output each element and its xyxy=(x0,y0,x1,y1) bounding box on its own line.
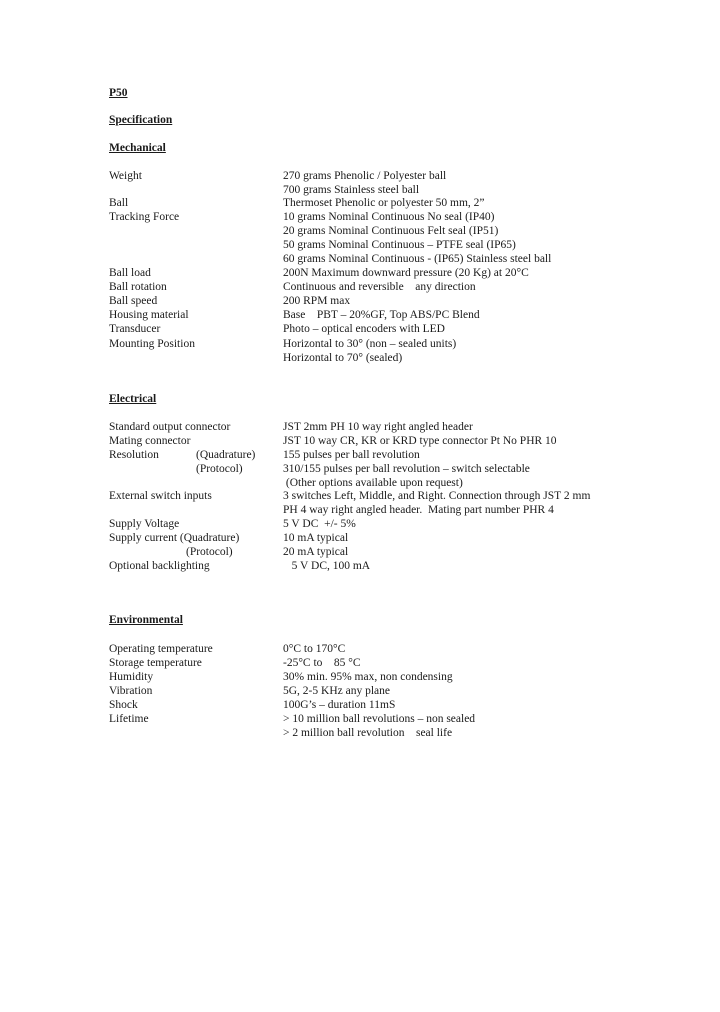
transducer-label: Transducer xyxy=(109,323,161,335)
storage-value: -25°C to 85 °C xyxy=(283,657,361,669)
spec-row-backlight xyxy=(0,559,720,573)
spec-row-resolution xyxy=(0,448,720,462)
tracking-label: Tracking Force xyxy=(109,211,180,223)
spec-row-supply-voltage xyxy=(0,517,720,531)
weight-value-1: 270 grams Phenolic / Polyester ball xyxy=(283,170,447,182)
ball-rotation-value: Continuous and reversible any direction xyxy=(283,281,476,293)
ball-load-label: Ball load xyxy=(109,267,151,279)
supply-current-label: Supply current (Quadrature) xyxy=(109,532,240,544)
tracking-value-2: 20 grams Nominal Continuous Felt seal (IP51) xyxy=(283,225,499,237)
mating-label: Mating connector xyxy=(109,435,191,447)
ball-rotation-label: Ball rotation xyxy=(109,281,167,293)
ball-value: Thermoset Phenolic or polyester 50 mm, 2” xyxy=(283,197,485,209)
operating-label: Operating temperature xyxy=(109,643,213,655)
lifetime-value-2: > 2 million ball revolution seal life xyxy=(283,727,453,739)
spec-row-ball-speed xyxy=(0,294,720,308)
specification-heading: Specification xyxy=(109,114,173,126)
spec-row-operating xyxy=(0,642,720,656)
spec-row-tracking-4 xyxy=(0,252,720,266)
spec-row-weight xyxy=(0,169,720,183)
spec-row-supply-current xyxy=(0,531,720,545)
page-title: P50 xyxy=(109,87,128,99)
ball-load-value: 200N Maximum downward pressure (20 Kg) at 20°C xyxy=(283,267,529,279)
humidity-label: Humidity xyxy=(109,671,154,683)
supply-current-protocol-label: (Protocol) xyxy=(186,546,233,558)
environmental-heading: Environmental xyxy=(109,614,183,626)
spec-row-tracking-2 xyxy=(0,224,720,238)
tracking-value-1: 10 grams Nominal Continuous No seal (IP40) xyxy=(283,211,495,223)
mounting-value-2: Horizontal to 70° (sealed) xyxy=(283,352,403,364)
spec-row-supply-current-protocol xyxy=(0,545,720,559)
tracking-value-3: 50 grams Nominal Continuous – PTFE seal (IP65) xyxy=(283,239,516,251)
lifetime-value-1: > 10 million ball revolutions – non sealed xyxy=(283,713,476,725)
supply-voltage-label: Supply Voltage xyxy=(109,518,180,530)
vibration-value: 5G, 2-5 KHz any plane xyxy=(283,685,390,697)
ext-switch-label: External switch inputs xyxy=(109,490,212,502)
mounting-label: Mounting Position xyxy=(109,338,195,350)
mating-value: JST 10 way CR, KR or KRD type connector Pt No PHR 10 xyxy=(283,435,557,447)
mechanical-heading: Mechanical xyxy=(109,142,166,154)
weight-value-2: 700 grams Stainless steel ball xyxy=(283,184,420,196)
spec-row-weight-2 xyxy=(0,183,720,197)
spec-row-shock xyxy=(0,698,720,712)
spec-row-tracking xyxy=(0,210,720,224)
spec-row-housing xyxy=(0,308,720,322)
shock-label: Shock xyxy=(109,699,138,711)
std-output-value: JST 2mm PH 10 way right angled header xyxy=(283,421,473,433)
spec-row-humidity xyxy=(0,670,720,684)
resolution-protocol-label: (Protocol) xyxy=(196,463,243,475)
ball-speed-value: 200 RPM max xyxy=(283,295,351,307)
vibration-label: Vibration xyxy=(109,685,153,697)
ball-speed-label: Ball speed xyxy=(109,295,158,307)
resolution-label: Resolution xyxy=(109,449,159,461)
spec-row-resolution-protocol xyxy=(0,462,720,476)
spec-row-ext-switch xyxy=(0,489,720,503)
mounting-value-1: Horizontal to 30° (non – sealed units) xyxy=(283,338,457,350)
resolution-quadrature-value: 155 pulses per ball revolution xyxy=(283,449,420,461)
spec-row-ball-rotation xyxy=(0,280,720,294)
operating-value: 0°C to 170°C xyxy=(283,643,346,655)
spec-row-mounting-2 xyxy=(0,351,720,365)
spec-row-tracking-3 xyxy=(0,238,720,252)
supply-current-protocol-value: 20 mA typical xyxy=(283,546,349,558)
spec-row-ext-switch-2 xyxy=(0,503,720,517)
supply-current-quadrature-value: 10 mA typical xyxy=(283,532,349,544)
housing-value: Base PBT – 20%GF, Top ABS/PC Blend xyxy=(283,309,480,321)
weight-label: Weight xyxy=(109,170,142,182)
resolution-protocol-value: 310/155 pulses per ball revolution – switch selectable xyxy=(283,463,530,475)
storage-label: Storage temperature xyxy=(109,657,202,669)
tracking-value-4: 60 grams Nominal Continuous - (IP65) Stainless steel ball xyxy=(283,253,552,265)
std-output-label: Standard output connector xyxy=(109,421,231,433)
lifetime-label: Lifetime xyxy=(109,713,149,725)
electrical-heading: Electrical xyxy=(109,393,157,405)
spec-row-resolution-note xyxy=(0,476,720,490)
spec-row-vibration xyxy=(0,684,720,698)
spec-row-lifetime-2 xyxy=(0,726,720,740)
spec-row-transducer xyxy=(0,322,720,336)
shock-value: 100G’s – duration 11mS xyxy=(283,699,396,711)
spec-row-mounting xyxy=(0,337,720,351)
ball-label: Ball xyxy=(109,197,129,209)
spec-row-ball-load xyxy=(0,266,720,280)
supply-voltage-value: 5 V DC +/- 5% xyxy=(283,518,356,530)
spec-row-std-output xyxy=(0,420,720,434)
housing-label: Housing material xyxy=(109,309,189,321)
spec-row-mating xyxy=(0,434,720,448)
spec-row-lifetime xyxy=(0,712,720,726)
humidity-value: 30% min. 95% max, non condensing xyxy=(283,671,453,683)
ext-switch-value-1: 3 switches Left, Middle, and Right. Connection through JST 2 mm xyxy=(283,490,591,502)
spec-row-storage xyxy=(0,656,720,670)
resolution-quadrature-label: (Quadrature) xyxy=(196,449,256,461)
backlight-value: 5 V DC, 100 mA xyxy=(283,560,371,572)
spec-row-ball xyxy=(0,196,720,210)
resolution-note: (Other options available upon request) xyxy=(283,477,463,489)
transducer-value: Photo – optical encoders with LED xyxy=(283,323,445,335)
backlight-label: Optional backlighting xyxy=(109,560,210,572)
ext-switch-value-2: PH 4 way right angled header. Mating part number PHR 4 xyxy=(283,504,554,516)
